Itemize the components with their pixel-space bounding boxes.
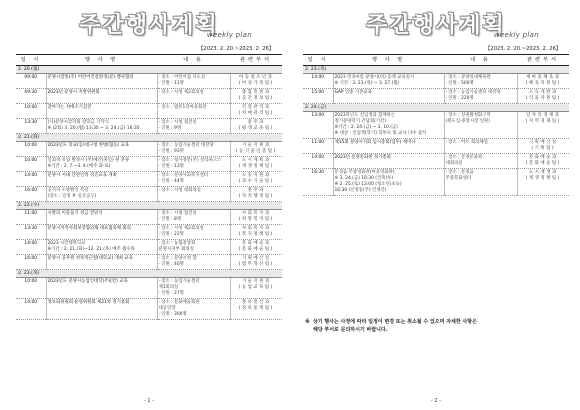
dept-line: 사회복지과 [241, 211, 271, 216]
event-content [444, 139, 517, 154]
event-line: 2023학년도 신입생과 함께하는 [334, 113, 396, 118]
dept-line: 노동지원과 [241, 173, 271, 178]
content-line: 대회의실 [445, 161, 463, 166]
content-line: (원도심·중앙시장 일원) [445, 119, 490, 124]
dept-line: (과수기술팀) [238, 179, 274, 184]
content-line: · 장소 : 시청 접견실 [158, 211, 197, 216]
event-line: (장소 : 일정 후 실산공구) [47, 194, 97, 199]
dept-line: (복지정책팀) [238, 232, 274, 237]
content-line: · 인원 : 500명 [445, 81, 474, 86]
event-content [444, 112, 517, 139]
table-row [16, 104, 282, 119]
day-row [303, 104, 569, 112]
content-line: · 장소 : 아트 회의체험 [445, 140, 488, 145]
event-time: 11:00 [16, 210, 46, 225]
event-line: 정기분양학기 간담회(기간) [334, 119, 386, 124]
header-event: 행 사 명 [46, 55, 157, 66]
event-content [444, 154, 517, 169]
event-line: ※ 3. 24.(금) 16:30 (건축(투) [334, 176, 394, 181]
event-dept [230, 187, 282, 202]
table-row [303, 74, 569, 89]
dept-line: (재생정책팀) [525, 176, 561, 181]
event-time: 15:00 [303, 89, 333, 104]
event-time: 10:00 [16, 278, 46, 299]
content-line: 주중문화센터 [445, 176, 471, 181]
event-dept [230, 225, 282, 240]
event-name: 2023년 분양시 지방위원회 [46, 89, 157, 104]
content-line: · 인원 : 8명 [158, 217, 182, 222]
dept-line: 총무과 [247, 188, 265, 193]
content-line: · 인원 : 22명 [158, 232, 184, 237]
day-date: 2. 21.(화) [16, 134, 282, 142]
content-line: 분양시지부 회의실 [158, 247, 194, 252]
event-dept [517, 154, 569, 169]
content-line: · 장소 : 분양실내체육관 [445, 75, 491, 80]
content-line: · 장소 : 상권활성화구역 [445, 113, 491, 118]
content-line: · 장소 : 문경읍 [445, 170, 474, 175]
dept-line: (재생정책팀) [238, 164, 274, 169]
content-line: · 인원 : 93명 [158, 149, 184, 154]
table-row [16, 157, 282, 172]
event-name [46, 157, 157, 172]
table-row [303, 139, 569, 154]
event-content [157, 142, 230, 157]
event-content [157, 89, 230, 104]
dept-line: (정보통계팀) [238, 306, 274, 311]
dept-line: 도시재생과 [528, 170, 558, 175]
content-line: · 인원 : 13명 [158, 164, 184, 169]
table-row [16, 299, 282, 320]
header-event: 행 사 명 [333, 55, 444, 66]
dept-line: (치매관리팀) [238, 111, 274, 116]
schedule-body-2 [303, 66, 569, 196]
dept-line: 홍보전산과 [241, 300, 271, 305]
table-row [16, 240, 282, 255]
day-row [16, 66, 282, 74]
event-name [46, 119, 157, 134]
dept-line: 기획예산실 [528, 140, 558, 145]
header-content: 내 용 [157, 55, 230, 66]
notice-line-2: 해당 부서로 문의하시기 바랍니다. [313, 327, 388, 333]
notice [305, 318, 567, 334]
event-time: 13:30 [16, 225, 46, 240]
notice-star: ※ [305, 319, 310, 325]
event-name: 분양시장통(주) 어린이건강환경(분) 행사협의 [46, 74, 157, 89]
event-time: 14:00 [303, 74, 333, 89]
table-row [16, 255, 282, 270]
content-line: · 장소 : 시청 접견실 [158, 120, 197, 125]
page-2 [295, 6, 577, 404]
day-date: 2. 23.(목) [303, 66, 569, 74]
event-name: 2023년 문경문화원 정기총회 [333, 154, 444, 169]
content-line: · 장소 : 어린이집 디도실 [158, 75, 206, 80]
dept-line: (법무혁신팀) [238, 262, 274, 267]
event-name: 시방의 이웃돕기 성금 전달식 [46, 210, 157, 225]
event-dept [230, 255, 282, 270]
event-time: 14:00 [16, 172, 46, 187]
event-name [333, 112, 444, 139]
event-name [46, 240, 157, 255]
event-line: ※ (2회) 3. 20.(월) 13:30 ~ 3. 24.(금) 16:30 [47, 126, 140, 131]
event-time: 16:30 [303, 169, 333, 196]
content-line: · 장소 : 시청 제2회의실 [158, 226, 204, 231]
event-dept [230, 157, 282, 172]
page-subtitle: weekly plan [493, 31, 539, 39]
dept-line: 새마을체육과 [526, 75, 561, 80]
event-name: 분양시 공무원 성폭력근절(대학교) 개최 교육 [46, 255, 157, 270]
table-row [16, 225, 282, 240]
event-content [157, 104, 230, 119]
day-row [303, 66, 569, 74]
dept-line: 기술지원과 [241, 143, 271, 148]
content-line: · 인원 : 220명 [445, 96, 474, 101]
event-dept [230, 240, 282, 255]
dept-line: (문화예술팀) [238, 247, 274, 252]
event-dept [230, 104, 282, 119]
day-row [16, 134, 282, 142]
schedule-body-1 [16, 66, 282, 320]
table-row [16, 210, 282, 225]
content-line: 제1회의실 [158, 285, 179, 290]
event-content [157, 157, 230, 172]
day-date: 2. 22.(수) [16, 202, 282, 210]
event-line: 2023 민속씨름 분양시(비) 동계 교육실시 [334, 75, 415, 80]
event-line: ※ 대상 : 신입생(학기) 학부모 및 교사 다수 참석 [334, 131, 427, 136]
event-content [157, 255, 230, 270]
event-content [157, 240, 230, 255]
dept-line: (희망복지팀) [238, 217, 274, 222]
event-time: 09:00 [16, 74, 46, 89]
content-line: · 인원 : 9명 [158, 126, 182, 131]
event-dept [517, 169, 569, 196]
event-content [444, 74, 517, 89]
content-line: · 장소 : 문화예술회관 [158, 300, 200, 305]
event-content [157, 278, 230, 299]
event-dept [517, 89, 569, 104]
event-name: 분양시 시내 안전인력 경진교육 개최 [46, 172, 157, 187]
day-date: 2. 24.(금) [303, 104, 569, 112]
dept-line: 문화예술과 [528, 155, 558, 160]
event-name [46, 187, 157, 202]
content-line: · 인원 : 44명 [158, 179, 184, 184]
dept-line: (식품자원팀) [525, 96, 561, 101]
dept-line: 아동청소년과 [239, 75, 274, 80]
dept-line: (체육지원팀) [525, 81, 561, 86]
period-label: 【2023. 2. 20.~2023. 2. 26】 [198, 46, 274, 52]
event-dept [517, 139, 569, 154]
event-dept [230, 210, 282, 225]
page-1 [8, 6, 290, 404]
event-time: 13:00 [303, 112, 333, 139]
dept-line: (자치행정팀) [238, 194, 274, 199]
dept-line: (기획팀) [531, 146, 556, 151]
event-dept [230, 119, 282, 134]
content-line: · 장소 : 청사정문(주) 갈라파고스 [158, 158, 222, 163]
day-row [16, 270, 282, 278]
event-name [333, 74, 444, 89]
content-line: · 장소 : 농업기술센터 대강당 [445, 90, 501, 95]
event-line: ※ 2. 25.(토) 13:00 (청소년(초등) [334, 182, 402, 187]
page-title: 주간행사계획 [366, 13, 506, 38]
dept-line: 사회복지과 [241, 226, 271, 231]
table-row [16, 187, 282, 202]
event-name: 분양시지역사회보장협의체 대표협의체 회의 [46, 225, 157, 240]
day-row [16, 202, 282, 210]
page-number: - 2 - [431, 398, 441, 404]
dept-line: (여성가족팀) [238, 81, 274, 86]
event-line: 문경읍 주중영화관(마을영화관) [334, 170, 395, 175]
table-row [303, 89, 569, 104]
content-line: · 장소 : 농협중앙회 [158, 241, 196, 246]
event-time: 13:30 [16, 119, 46, 134]
content-line: · 장소 : 법흥1리마을회관 [158, 105, 207, 110]
content-line: · 장소 : 시청 대회의실 [158, 188, 201, 193]
table-row [303, 169, 569, 196]
event-dept [230, 299, 282, 320]
header-datetime: 일 시 [303, 55, 333, 66]
table-row [16, 74, 282, 89]
event-time: 11:00 [303, 139, 333, 154]
event-time: 10:00 [16, 157, 46, 172]
dept-line: 기획예산실 [241, 256, 271, 261]
event-line: ※ 기간 : 3. 23.(목) ~ 3. 27.(월) [334, 81, 400, 86]
header-content: 내 용 [444, 55, 517, 66]
event-dept [517, 74, 569, 89]
content-line: · 장소 : 문경문화원 [445, 155, 483, 160]
event-dept [230, 278, 282, 299]
event-dept [230, 142, 282, 157]
page-title: 주간행사계획 [79, 13, 219, 38]
event-line: 일회성 유업 별정시 (주)예간(휴일) 편 분류 [47, 158, 130, 163]
event-time: 16:00 [16, 187, 46, 202]
event-line: 16:30 (신정통(주) 인생간) [334, 188, 387, 193]
dept-line: 일자리경제과 [526, 113, 561, 118]
dept-line: 도시계획과 [241, 158, 271, 163]
page-number: - 1 - [144, 398, 154, 404]
table-header [303, 55, 569, 66]
event-dept [230, 172, 282, 187]
dept-line: (공간정보팀) [238, 96, 274, 101]
dept-line: (농업교육팀) [238, 285, 274, 290]
event-line: ※기간 : 2. 21.(화)~12. 21.(목) 매주 월수목 [47, 247, 135, 252]
dept-line: (농식품인증팀) [235, 149, 277, 154]
content-line: · 장소 : 농업기술센터 대강당 [158, 143, 214, 148]
dept-line: 기술지원과 [241, 279, 271, 284]
table-header [16, 55, 282, 66]
dept-line: 총무과 [247, 120, 265, 125]
content-line: · 인원 : 40명 [158, 262, 184, 267]
header-dept: 관련부서 [230, 55, 282, 66]
event-line: 공직자 소방활인 특강 [47, 188, 89, 193]
day-date: 2. 23.(목) [16, 270, 282, 278]
page-subtitle: weekly plan [206, 31, 252, 39]
event-name [333, 169, 444, 196]
event-time: 14:00 [303, 154, 333, 169]
event-content [157, 299, 230, 320]
table-row [16, 172, 282, 187]
table-row [16, 142, 282, 157]
event-content [157, 172, 230, 187]
header-datetime: 일 시 [16, 55, 46, 66]
event-content [157, 119, 230, 134]
period-label: 【2023. 2. 20.~2023. 2. 26】 [485, 46, 561, 52]
event-line: ※기간 : 2. 24.(금) ~ 3. 10.(금) [334, 125, 398, 130]
table-row [16, 119, 282, 134]
event-name: GAP 인증 기본교육 [333, 89, 444, 104]
content-line: · 인원 : 11명 [158, 81, 184, 86]
dept-line: (문화예술팀) [525, 161, 561, 166]
event-content [157, 225, 230, 240]
event-line: ※기간 : 2. 7.~3. 4.(매주 화·토) [47, 164, 111, 169]
event-dept [230, 74, 282, 89]
title-block [295, 6, 577, 44]
table-row [16, 89, 282, 104]
dept-line: 종합민원과 [241, 90, 271, 95]
dept-line: 문화예술과 [241, 241, 271, 246]
event-name: 2023년도 분양시농업인대학(주)(만) 교육 [46, 278, 157, 299]
event-time: 10:00 [16, 104, 46, 119]
event-time: 14:00 [16, 240, 46, 255]
table-row [303, 112, 569, 139]
dept-line: 소득개발과 [528, 90, 558, 95]
dept-line: 건강관리과 [241, 105, 271, 110]
event-dept [230, 89, 282, 104]
event-line: 2023 시민행복학교 [47, 241, 86, 246]
content-line: · 장소 : 분양사회복지센터 [158, 173, 208, 178]
schedule-table-2 [303, 54, 569, 196]
title-block [8, 6, 290, 44]
event-line: (사)분양시장학회 장학금 기탁식 [47, 120, 109, 125]
event-time: 09:30 [16, 89, 46, 104]
event-content [444, 169, 517, 196]
schedule-table-1 [16, 54, 282, 320]
content-line: · 장소 : 농업기술센터 [158, 279, 200, 284]
event-content [444, 89, 517, 104]
event-content [157, 74, 230, 89]
day-date: 2. 20.(월) [16, 66, 282, 74]
table-row [16, 278, 282, 299]
event-time: 16:00 [16, 255, 46, 270]
dept-line: (지역경제팀) [525, 119, 561, 124]
event-content [157, 210, 230, 225]
event-content [157, 187, 230, 202]
content-line: · 장소 : 시청 제2회의실 [158, 90, 204, 95]
content-line: · 장소 : 분양시청 합 [158, 256, 197, 261]
event-name: 2023년도 학교(동)대구청 한방(협동) 교육 [46, 142, 157, 157]
notice-line-1: 상기 행사는 사정에 따라 일정이 변경 또는 취소될 수 있으며 자세한 사항은 [312, 319, 477, 325]
content-line: 대공연장 [158, 306, 176, 311]
event-time: 10:00 [16, 142, 46, 157]
content-line: · 인원 : 27명 [158, 291, 184, 296]
event-time: 14:00 [16, 299, 46, 320]
event-name: 찾아가는 치매조기검진 [46, 104, 157, 119]
content-line: · 인원 : 300명 [158, 312, 187, 317]
event-name: 제15회 분양시지회 임시총회(업무) 세미나 [333, 139, 444, 154]
dept-line: (평생교육팀) [238, 126, 274, 131]
table-row [303, 154, 569, 169]
event-name: 정보화위원회 운영위원회 제21차 정기총회 [46, 299, 157, 320]
event-dept [517, 112, 569, 139]
header-dept: 관련부서 [517, 55, 569, 66]
